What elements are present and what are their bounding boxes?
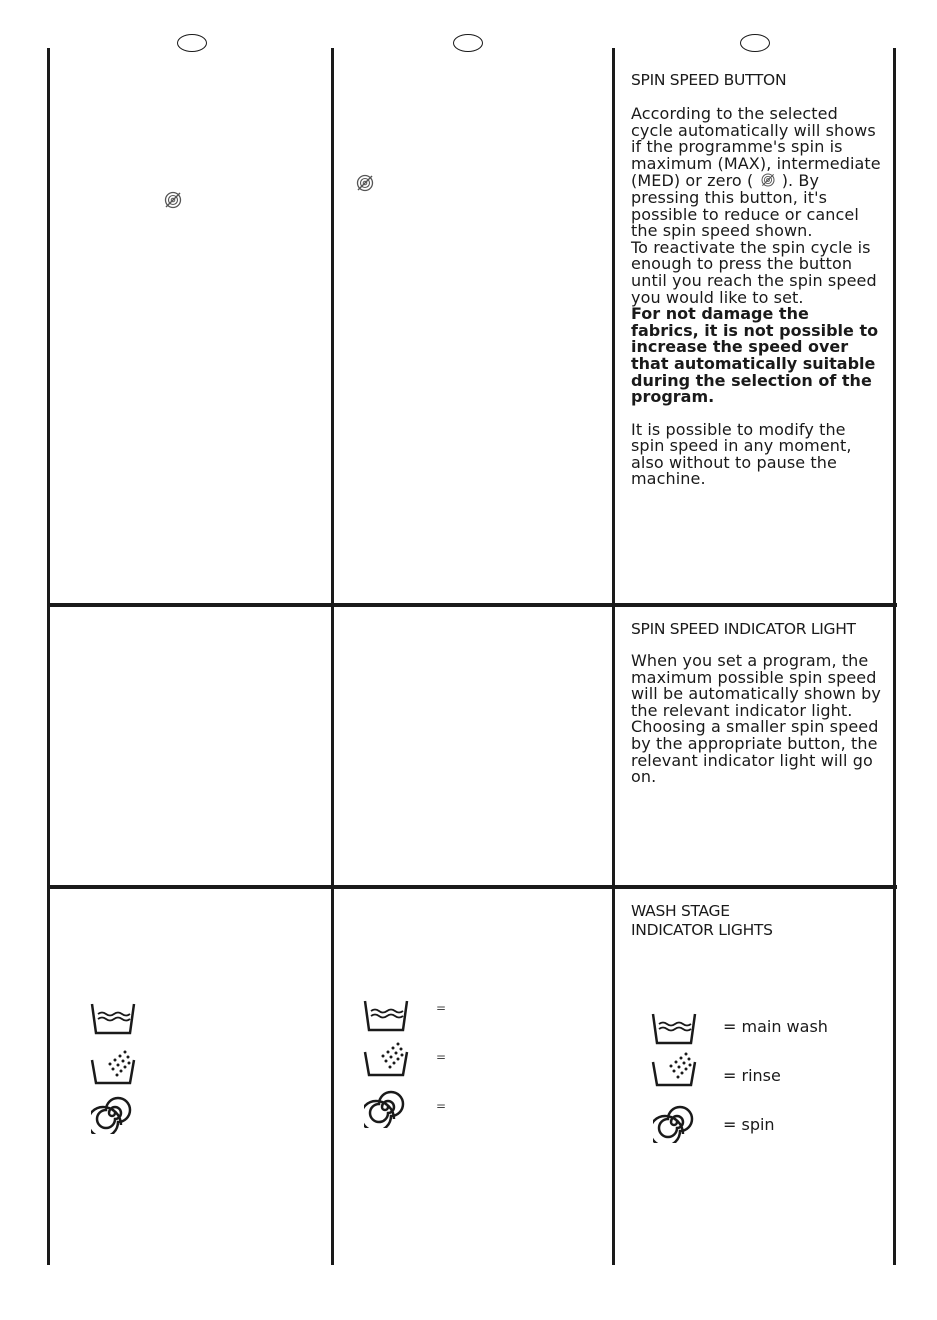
spin-indicator-paragraph-2: Choosing a smaller spin speed by the appropriate button, the relevant indicator light will go on. [631, 717, 879, 787]
language-marker-col1 [177, 34, 207, 52]
equals-sign: = [436, 1050, 447, 1064]
column-divider-left [47, 48, 50, 1265]
language-marker-col2 [453, 34, 483, 52]
spin-button-paragraph-3: It is possible to modify the spin speed in any moment, also without to pause the machine. [631, 419, 852, 489]
section-title-line-1: WASH STAGE [631, 902, 730, 920]
row-divider-1 [48, 603, 897, 607]
language-marker-col3 [740, 34, 770, 52]
rinse-icon [362, 1040, 410, 1078]
main-wash-icon [650, 1010, 698, 1046]
section-title: SPIN SPEED INDICATOR LIGHT [631, 620, 856, 638]
column-divider-1 [331, 48, 334, 1265]
legend-label-rinse: = rinse [723, 1066, 781, 1085]
section-title-line-2: INDICATOR LIGHTS [631, 921, 773, 939]
spin-icon [653, 1101, 695, 1143]
rinse-icon [650, 1050, 698, 1088]
column-divider-right [893, 48, 896, 1265]
main-wash-icon [89, 1000, 137, 1036]
spin-icon [364, 1086, 406, 1128]
spin-button-paragraph-2: To reactivate the spin cycle is enough to press the button until you reach the spin speed you would like to set. [631, 237, 877, 307]
equals-sign: = [436, 1099, 447, 1113]
rinse-icon [89, 1048, 137, 1086]
no-spin-icon [163, 190, 183, 210]
spin-speed-button-section [631, 71, 881, 488]
spin-indicator-section [631, 620, 883, 786]
equals-sign: = [436, 1001, 447, 1015]
spin-button-warning: For not damage the fabrics, it is not possible to increase the speed over that automatically suitable during the selection of the program. [631, 304, 879, 407]
section-title: SPIN SPEED BUTTON [631, 71, 787, 89]
main-wash-icon [362, 997, 410, 1033]
row-divider-2 [48, 885, 897, 889]
wash-stage-section [631, 902, 881, 940]
spin-icon [91, 1092, 133, 1134]
spin-button-paragraph-1: According to the selected cycle automatically will shows if the programme's spin is maximum (MAX), intermediate (MED) or zero ( ). By pressing this button, it's possible to reduce or cancel the spin speed shown. [631, 104, 881, 241]
spin-indicator-paragraph-1: When you set a program, the maximum possible spin speed will be automatically shown by the relevant indicator light. [631, 651, 881, 720]
no-spin-icon [759, 172, 777, 188]
no-spin-icon [355, 173, 375, 193]
legend-label-spin: = spin [723, 1115, 775, 1134]
legend-label-main-wash: = main wash [723, 1017, 828, 1036]
column-divider-2 [612, 48, 615, 1265]
